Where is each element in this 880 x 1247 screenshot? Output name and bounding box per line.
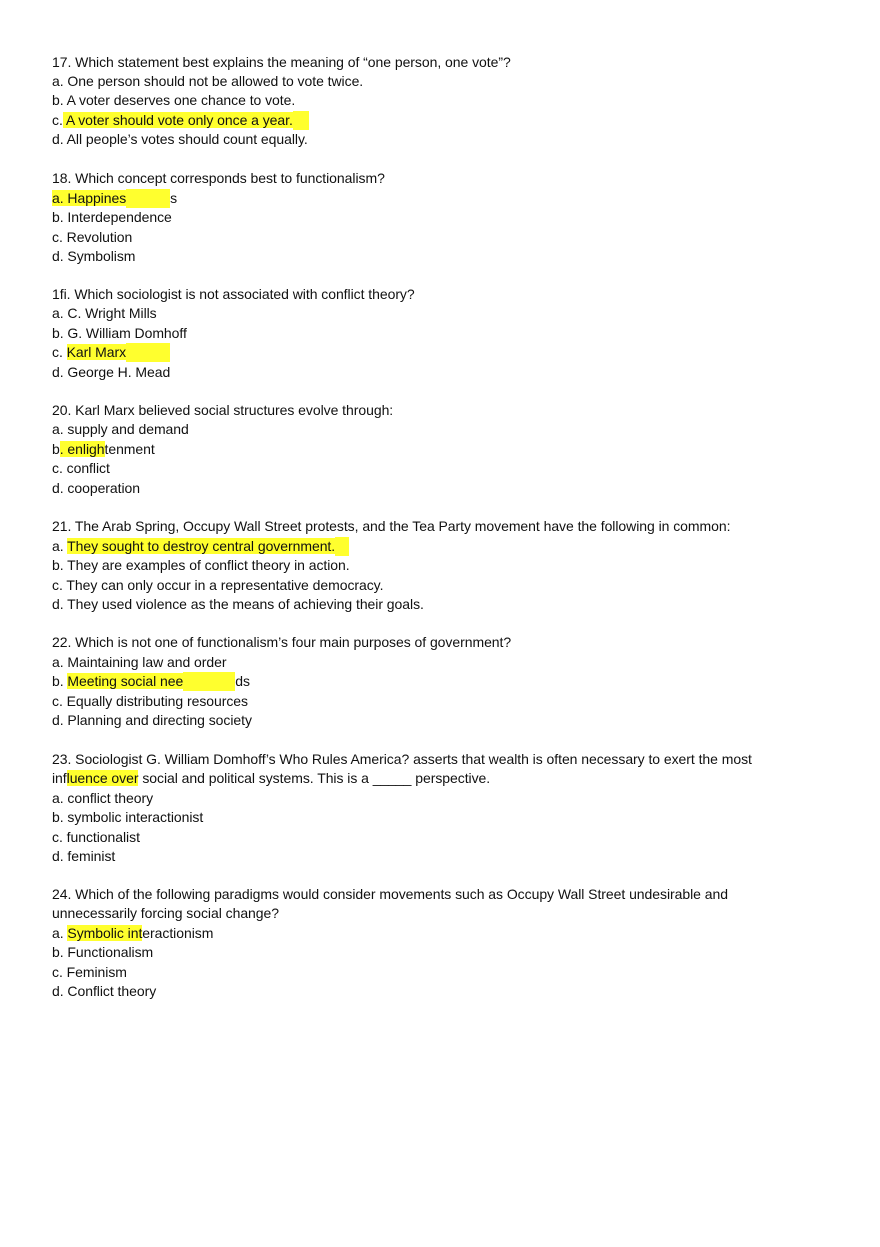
highlight-trailing-space	[335, 537, 349, 556]
question-text: 1fi. Which sociologist is not associated with conflict theory?	[52, 286, 415, 302]
text-segment: a.	[52, 538, 68, 554]
text-segment: b	[52, 441, 60, 457]
answer-option: b. A voter deserves one chance to vote.	[52, 92, 296, 108]
text-segment: eractionism	[142, 925, 214, 941]
question-text: 24. Which of the following paradigms would consider movements such as Occupy Wall Street undesirable and	[52, 886, 728, 902]
answer-option: d. George H. Mead	[52, 364, 171, 380]
answer-option: c. Revolution	[52, 229, 133, 245]
answer-option	[52, 440, 155, 459]
highlight-trailing-space	[126, 343, 170, 362]
highlighted-text: luence over	[66, 770, 139, 786]
answer-option: d. Symbolism	[52, 248, 136, 264]
text-segment: ds	[235, 673, 250, 689]
text-segment: c.	[52, 112, 63, 128]
text-segment: social and political systems. This is a _____ perspective.	[138, 770, 491, 786]
answer-option: b. G. William Domhoff	[52, 325, 187, 341]
question-text	[52, 769, 490, 788]
highlight-trailing-space	[293, 111, 309, 130]
answer-option: d. Planning and directing society	[52, 712, 252, 728]
answer-option: d. feminist	[52, 848, 116, 864]
answer-option: c. Feminism	[52, 964, 127, 980]
highlighted-text: Karl Marx	[66, 344, 127, 360]
answer-option	[52, 924, 213, 943]
answer-option	[52, 672, 250, 691]
answer-option: a. Maintaining law and order	[52, 654, 227, 670]
text-segment: tenment	[104, 441, 155, 457]
answer-option: c. conflict	[52, 460, 110, 476]
highlighted-text: They sought to destroy central government.	[67, 538, 336, 554]
highlight-trailing-space	[126, 189, 170, 208]
question-text: 23. Sociologist G. William Domhoff’s Who Rules America? asserts that wealth is often necessary to exert the most	[52, 751, 752, 767]
answer-option: a. supply and demand	[52, 421, 189, 437]
question-text: 17. Which statement best explains the meaning of “one person, one vote”?	[52, 54, 511, 70]
highlighted-text: Symbolic int	[67, 925, 143, 941]
text-segment: c.	[52, 344, 67, 360]
text-segment: s	[170, 190, 178, 206]
answer-option: c. Equally distributing resources	[52, 693, 248, 709]
text-segment: a.	[52, 925, 68, 941]
answer-option: b. symbolic interactionist	[52, 809, 204, 825]
question-text: 18. Which concept corresponds best to functionalism?	[52, 170, 385, 186]
answer-option: c. functionalist	[52, 829, 140, 845]
text-segment: inf	[52, 770, 67, 786]
answer-option: c. They can only occur in a representative democracy.	[52, 577, 384, 593]
question-text: 21. The Arab Spring, Occupy Wall Street protests, and the Tea Party movement have the following in common:	[52, 518, 731, 534]
answer-option	[52, 343, 170, 362]
answer-option: a. One person should not be allowed to vote twice.	[52, 73, 364, 89]
answer-option: d. Conflict theory	[52, 983, 157, 999]
question-text: 22. Which is not one of functionalism’s four main purposes of government?	[52, 634, 512, 650]
answer-option	[52, 111, 309, 130]
answer-option: a. C. Wright Mills	[52, 305, 157, 321]
text-segment: b.	[52, 673, 68, 689]
question-text: 20. Karl Marx believed social structures evolve through:	[52, 402, 394, 418]
answer-option: d. cooperation	[52, 480, 141, 496]
answer-option: d. All people’s votes should count equally.	[52, 131, 308, 147]
highlighted-text: a. Happines	[52, 190, 127, 206]
answer-option	[52, 189, 177, 208]
highlight-trailing-space	[183, 672, 235, 691]
answer-option: b. Interdependence	[52, 209, 172, 225]
highlighted-text: . enligh	[59, 441, 105, 457]
highlighted-text: A voter should vote only once a year.	[62, 112, 293, 128]
answer-option: d. They used violence as the means of achieving their goals.	[52, 596, 424, 612]
answer-option: b. They are examples of conflict theory in action.	[52, 557, 350, 573]
answer-option: a. conflict theory	[52, 790, 154, 806]
highlighted-text: Meeting social nee	[67, 673, 184, 689]
answer-option: b. Functionalism	[52, 944, 154, 960]
question-text: unnecessarily forcing social change?	[52, 905, 279, 921]
answer-option	[52, 537, 349, 556]
